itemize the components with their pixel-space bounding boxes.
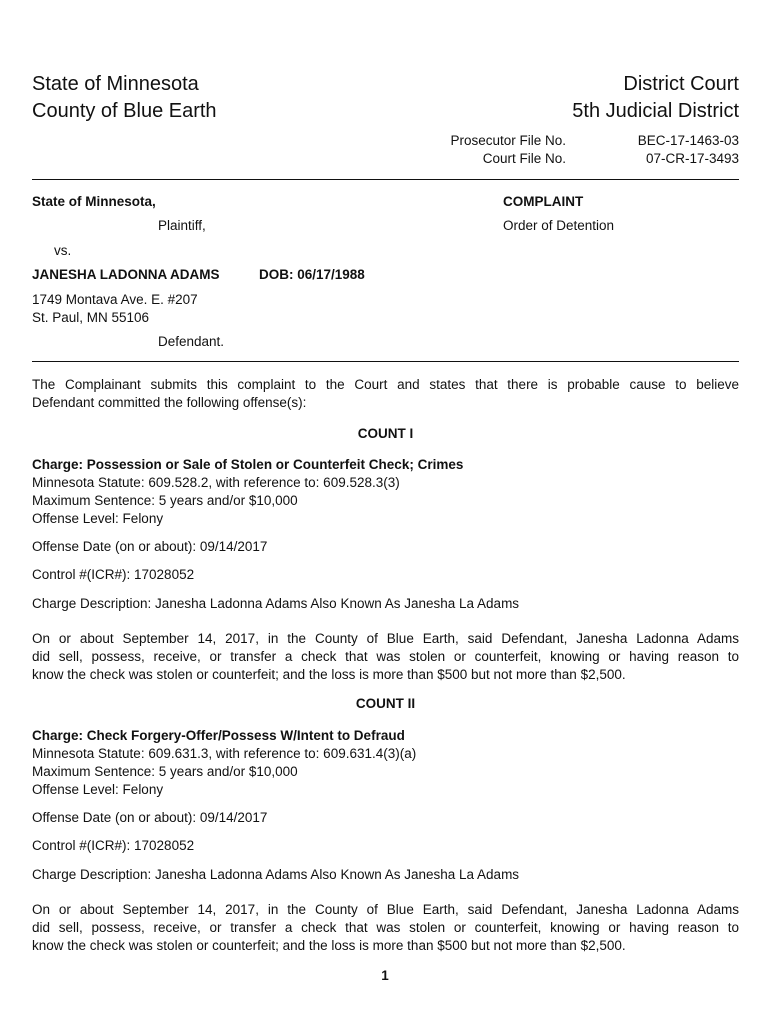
prosecutor-file-number: BEC-17-1463-03 — [637, 133, 739, 148]
max-sentence: Maximum Sentence: 5 years and/or $10,000 — [32, 493, 298, 508]
narrative-line: On or about September 14, 2017, in the County of Blue Earth, said Defendant, Janesha Ladonna Adams — [32, 902, 739, 917]
count-heading: COUNT I — [357, 426, 414, 441]
control-number: Control #(ICR#): 17028052 — [32, 567, 195, 582]
intro-paragraph — [32, 376, 739, 412]
county-name: County of Blue Earth — [32, 100, 217, 122]
charge-title: Charge: Possession or Sale of Stolen or Counterfeit Check; Crimes — [32, 457, 464, 472]
court-file-number: 07-CR-17-3493 — [645, 151, 739, 166]
statute: Minnesota Statute: 609.528.2, with reference to: 609.528.3(3) — [32, 475, 400, 490]
document-subtitle: Order of Detention — [503, 218, 615, 233]
charge-description: Charge Description: Janesha Ladonna Adams Also Known As Janesha La Adams — [32, 867, 520, 882]
versus-label: vs. — [54, 243, 72, 258]
control-number: Control #(ICR#): 17028052 — [32, 838, 195, 853]
charge-title: Charge: Check Forgery-Offer/Possess W/Intent to Defraud — [32, 728, 405, 743]
offense-level: Offense Level: Felony — [32, 782, 164, 797]
defendant-address-line2: St. Paul, MN 55106 — [32, 310, 150, 325]
court-name: District Court — [623, 73, 739, 95]
document-title: COMPLAINT — [503, 194, 584, 209]
offense-date: Offense Date (on or about): 09/14/2017 — [32, 810, 268, 825]
offense-level: Offense Level: Felony — [32, 511, 164, 526]
state-name: State of Minnesota — [32, 73, 199, 95]
defendant-address-line1: 1749 Montava Ave. E. #207 — [32, 292, 198, 307]
divider-bottom — [32, 361, 739, 362]
defendant-role: Defendant. — [158, 334, 225, 349]
count-heading: COUNT II — [355, 696, 416, 711]
narrative-line: did sell, possess, receive, or transfer a check that was stolen or counterfeit, knowing or having reason to — [32, 920, 739, 935]
divider-top — [32, 179, 739, 180]
offense-date: Offense Date (on or about): 09/14/2017 — [32, 539, 268, 554]
narrative-line: On or about September 14, 2017, in the County of Blue Earth, said Defendant, Janesha Ladonna Adams — [32, 631, 739, 646]
max-sentence: Maximum Sentence: 5 years and/or $10,000 — [32, 764, 298, 779]
intro-line: Defendant committed the following offense(s): — [32, 395, 307, 410]
defendant-name: JANESHA LADONNA ADAMS — [32, 267, 220, 282]
court-file-label: Court File No. — [482, 151, 566, 166]
plaintiff-role: Plaintiff, — [158, 218, 206, 233]
narrative-line: know the check was stolen or counterfeit; and the loss is more than $500 but not more than $2,500. — [32, 667, 626, 682]
narrative-line: did sell, possess, receive, or transfer a check that was stolen or counterfeit, knowing or having reason to — [32, 649, 739, 664]
count-narrative — [32, 901, 739, 955]
charge-description: Charge Description: Janesha Ladonna Adams Also Known As Janesha La Adams — [32, 596, 520, 611]
plaintiff-name: State of Minnesota, — [32, 194, 156, 209]
narrative-line: know the check was stolen or counterfeit; and the loss is more than $500 but not more than $2,500. — [32, 938, 626, 953]
prosecutor-file-label: Prosecutor File No. — [450, 133, 566, 148]
defendant-dob: DOB: 06/17/1988 — [259, 267, 365, 282]
intro-line: The Complainant submits this complaint to the Court and states that there is probable cause to believe — [32, 377, 739, 392]
page-number: 1 — [381, 968, 389, 983]
statute: Minnesota Statute: 609.631.3, with reference to: 609.631.4(3)(a) — [32, 746, 417, 761]
count-narrative — [32, 630, 739, 684]
judicial-district: 5th Judicial District — [572, 100, 739, 122]
